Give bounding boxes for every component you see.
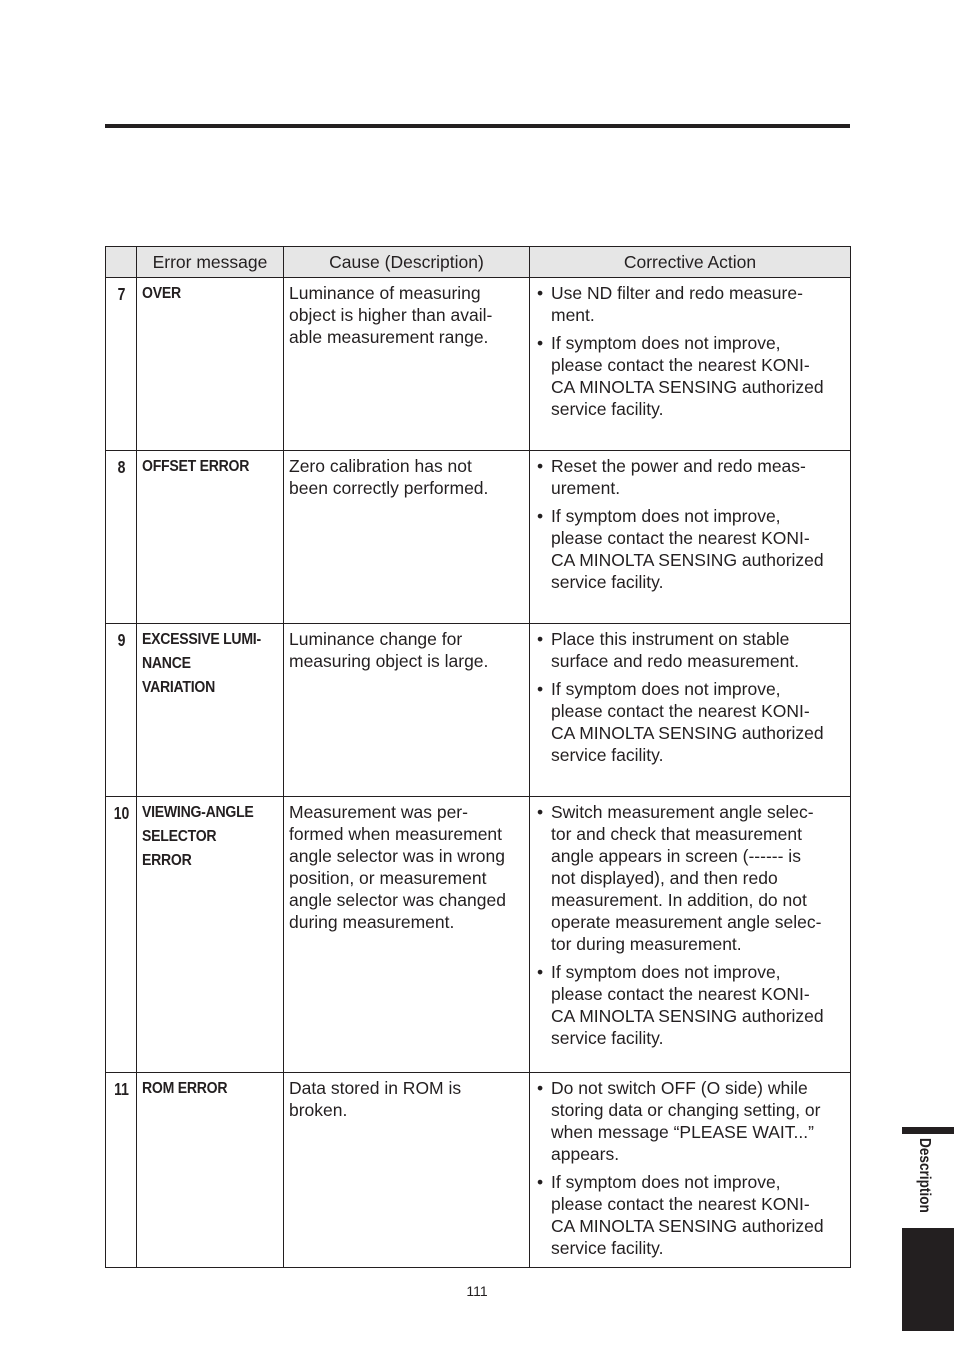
top-rule bbox=[105, 124, 850, 128]
error-message-text: OFFSET ERROR bbox=[142, 458, 250, 475]
error-message bbox=[137, 1073, 284, 1268]
row-number: 10 bbox=[109, 797, 134, 1073]
error-message-text: VIEWING-ANGLE SELECTOR ERROR bbox=[142, 804, 254, 869]
row-number: 7 bbox=[109, 278, 134, 451]
action-item: • Switch measurement angle selec- tor and check that measurement angle appears in screen (------ is not displayed), and then redo measurement. In addition, do not operate measurement angle selec- tor during measurement. bbox=[535, 801, 846, 955]
page-number: 111 bbox=[466, 1283, 488, 1299]
error-cause: Measurement was per- formed when measurement angle selector was in wrong position, or measurement angle selector was changed during measurement. bbox=[284, 797, 530, 1073]
error-message bbox=[137, 797, 284, 1073]
header-corrective-action: Corrective Action bbox=[530, 247, 851, 278]
error-message-text: OVER bbox=[142, 285, 181, 302]
error-message-text: ROM ERROR bbox=[142, 1080, 228, 1097]
table-row bbox=[106, 278, 851, 451]
row-number: 8 bbox=[109, 451, 134, 624]
error-cause: Luminance of measuring object is higher than avail- able measurement range. bbox=[284, 278, 530, 451]
row-number: 9 bbox=[109, 624, 134, 797]
error-message bbox=[137, 278, 284, 451]
side-tab-label: Description bbox=[916, 1138, 933, 1213]
corrective-action bbox=[530, 624, 851, 797]
side-tab-block bbox=[902, 1228, 954, 1331]
header-error-message: Error message bbox=[137, 247, 284, 278]
action-item: • If symptom does not improve, please contact the nearest KONI- CA MINOLTA SENSING authorized service facility. bbox=[535, 961, 846, 1049]
action-item: • Place this instrument on stable surface and redo measurement. bbox=[535, 628, 846, 672]
header-number bbox=[106, 247, 137, 278]
error-table bbox=[105, 246, 851, 1268]
header-cause: Cause (Description) bbox=[284, 247, 530, 278]
action-item: • If symptom does not improve, please contact the nearest KONI- CA MINOLTA SENSING authorized service facility. bbox=[535, 332, 846, 420]
error-message bbox=[137, 624, 284, 797]
error-cause: Data stored in ROM is broken. bbox=[284, 1073, 530, 1268]
table-row bbox=[106, 451, 851, 624]
table-row bbox=[106, 797, 851, 1073]
table-row bbox=[106, 624, 851, 797]
row-number: 11 bbox=[109, 1073, 134, 1268]
action-item: • If symptom does not improve, please contact the nearest KONI- CA MINOLTA SENSING authorized service facility. bbox=[535, 678, 846, 766]
table-row bbox=[106, 1073, 851, 1268]
corrective-action bbox=[530, 451, 851, 624]
error-message-text: EXCESSIVE LUMI- NANCE VARIATION bbox=[142, 631, 261, 696]
error-message bbox=[137, 451, 284, 624]
action-item: • Use ND filter and redo measure- ment. bbox=[535, 282, 846, 326]
corrective-action bbox=[530, 797, 851, 1073]
action-item: • If symptom does not improve, please contact the nearest KONI- CA MINOLTA SENSING authorized service facility. bbox=[535, 1171, 846, 1259]
side-tab-bar bbox=[902, 1127, 954, 1134]
action-item: • Do not switch OFF (O side) while storing data or changing setting, or when message “PLEASE WAIT...” appears. bbox=[535, 1077, 846, 1165]
corrective-action bbox=[530, 278, 851, 451]
action-item: • If symptom does not improve, please contact the nearest KONI- CA MINOLTA SENSING authorized service facility. bbox=[535, 505, 846, 593]
action-item: • Reset the power and redo meas- urement. bbox=[535, 455, 846, 499]
corrective-action bbox=[530, 1073, 851, 1268]
error-cause: Zero calibration has not been correctly performed. bbox=[284, 451, 530, 624]
error-cause: Luminance change for measuring object is large. bbox=[284, 624, 530, 797]
table-header-row bbox=[106, 247, 851, 278]
